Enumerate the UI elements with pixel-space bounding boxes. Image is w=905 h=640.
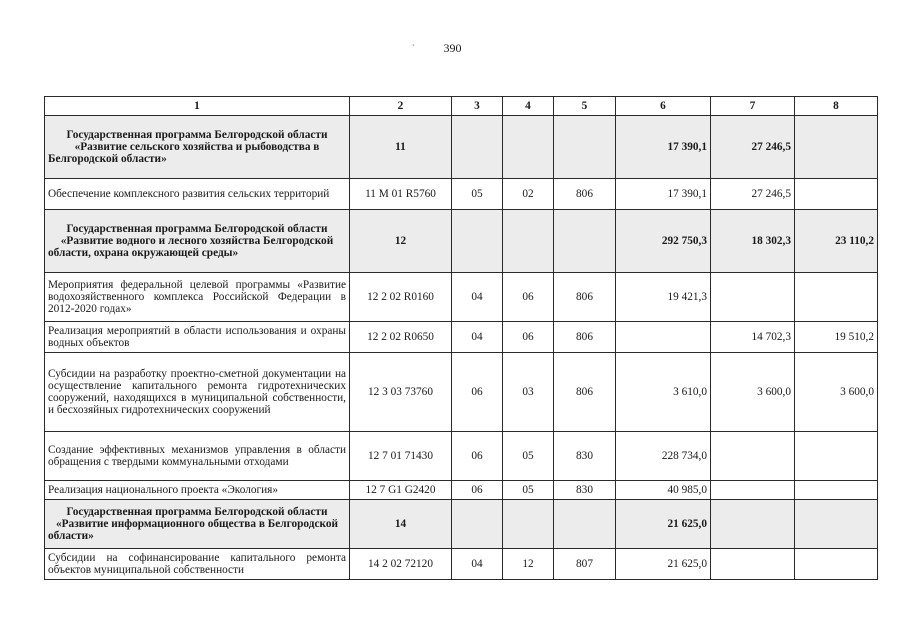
- row-amount-year-1: 21 625,0: [616, 549, 711, 580]
- table-row: [45, 481, 878, 500]
- row-name: Субсидии на разработку проектно-сметной документации на осуществление капитального ремонта гидротехнических сооружений, находящихся в муниципальной собственности, и бесхозяйных гидротехнических сооружений: [45, 353, 350, 432]
- header-cell: 2: [350, 97, 452, 116]
- row-expense-type: [554, 210, 616, 273]
- row-name: Государственная программа Белгородской области «Развитие информационного общества в Белгородской области»: [45, 500, 350, 549]
- row-code: 12 2 02 R0160: [350, 273, 452, 322]
- row-section: [452, 116, 503, 179]
- row-section: [452, 210, 503, 273]
- header-cell: 1: [45, 97, 350, 116]
- row-amount-year-2: 27 246,5: [711, 179, 795, 210]
- row-subsection: 02: [503, 179, 554, 210]
- row-amount-year-1: 228 734,0: [616, 432, 711, 481]
- row-code: 11 М 01 R5760: [350, 179, 452, 210]
- header-cell: 7: [711, 97, 795, 116]
- page-number: 390: [443, 41, 462, 55]
- header-cell: 4: [503, 97, 554, 116]
- row-amount-year-1: 21 625,0: [616, 500, 711, 549]
- row-amount-year-1: 17 390,1: [616, 116, 711, 179]
- row-code: 12 3 03 73760: [350, 353, 452, 432]
- row-amount-year-3: 3 600,0: [795, 353, 878, 432]
- row-expense-type: 806: [554, 179, 616, 210]
- row-amount-year-1: 19 421,3: [616, 273, 711, 322]
- row-amount-year-1: 292 750,3: [616, 210, 711, 273]
- row-amount-year-2: 14 702,3: [711, 322, 795, 353]
- row-amount-year-2: [711, 432, 795, 481]
- table-row: [45, 353, 878, 432]
- row-subsection: 06: [503, 273, 554, 322]
- header-row: [45, 97, 878, 116]
- row-section: 04: [452, 273, 503, 322]
- row-name: Создание эффективных механизмов управления в области обращения с твердыми коммунальными отходами: [45, 432, 350, 481]
- row-section: 06: [452, 481, 503, 500]
- budget-table: [44, 96, 878, 580]
- row-amount-year-3: [795, 549, 878, 580]
- row-amount-year-3: 19 510,2: [795, 322, 878, 353]
- table-row: [45, 179, 878, 210]
- row-subsection: [503, 210, 554, 273]
- row-amount-year-1: [616, 322, 711, 353]
- row-amount-year-2: [711, 500, 795, 549]
- program-row: [45, 210, 878, 273]
- row-amount-year-1: 17 390,1: [616, 179, 711, 210]
- row-name: Государственная программа Белгородской области «Развитие водного и лесного хозяйства Белгородской области, охрана окружающей среды»: [45, 210, 350, 273]
- row-code: 14 2 02 72120: [350, 549, 452, 580]
- row-code: 12 7 01 71430: [350, 432, 452, 481]
- row-expense-type: 806: [554, 273, 616, 322]
- header-cell: 8: [795, 97, 878, 116]
- row-subsection: 05: [503, 481, 554, 500]
- row-amount-year-3: [795, 179, 878, 210]
- row-subsection: 05: [503, 432, 554, 481]
- row-amount-year-2: 27 246,5: [711, 116, 795, 179]
- row-subsection: 12: [503, 549, 554, 580]
- program-row: [45, 500, 878, 549]
- table-body: [45, 97, 878, 580]
- row-section: 04: [452, 322, 503, 353]
- row-section: 05: [452, 179, 503, 210]
- row-code: 11: [350, 116, 452, 179]
- row-name: Субсидии на софинансирование капитального ремонта объектов муниципальной собственности: [45, 549, 350, 580]
- row-amount-year-3: [795, 500, 878, 549]
- row-amount-year-2: 18 302,3: [711, 210, 795, 273]
- row-name: Обеспечение комплексного развития сельских территорий: [45, 179, 350, 210]
- row-code: 12 2 02 R0650: [350, 322, 452, 353]
- row-name: Реализация национального проекта «Экология»: [45, 481, 350, 500]
- row-amount-year-1: 3 610,0: [616, 353, 711, 432]
- row-amount-year-3: [795, 273, 878, 322]
- row-amount-year-2: [711, 481, 795, 500]
- row-subsection: 03: [503, 353, 554, 432]
- table-row: [45, 322, 878, 353]
- row-section: 04: [452, 549, 503, 580]
- row-name: Реализация мероприятий в области использования и охраны водных объектов: [45, 322, 350, 353]
- row-name: Государственная программа Белгородской области «Развитие сельского хозяйства и рыбоводства в Белгородской области»: [45, 116, 350, 179]
- table-row: [45, 273, 878, 322]
- row-code: 14: [350, 500, 452, 549]
- row-amount-year-2: [711, 549, 795, 580]
- row-expense-type: 830: [554, 432, 616, 481]
- row-section: [452, 500, 503, 549]
- row-amount-year-1: 40 985,0: [616, 481, 711, 500]
- row-expense-type: 806: [554, 322, 616, 353]
- row-expense-type: 830: [554, 481, 616, 500]
- row-code: 12: [350, 210, 452, 273]
- header-cell: 3: [452, 97, 503, 116]
- row-expense-type: 806: [554, 353, 616, 432]
- row-expense-type: [554, 500, 616, 549]
- table-row: [45, 432, 878, 481]
- row-expense-type: [554, 116, 616, 179]
- scan-mark: `: [412, 43, 415, 53]
- row-subsection: 06: [503, 322, 554, 353]
- row-section: 06: [452, 353, 503, 432]
- row-name: Мероприятия федеральной целевой программы «Развитие водохозяйственного комплекса Российской Федерации в 2012-2020 годах»: [45, 273, 350, 322]
- program-row: [45, 116, 878, 179]
- row-amount-year-2: [711, 273, 795, 322]
- row-amount-year-3: [795, 481, 878, 500]
- row-subsection: [503, 116, 554, 179]
- header-cell: 6: [616, 97, 711, 116]
- row-amount-year-3: [795, 432, 878, 481]
- row-amount-year-3: 23 110,2: [795, 210, 878, 273]
- row-amount-year-3: [795, 116, 878, 179]
- row-subsection: [503, 500, 554, 549]
- row-expense-type: 807: [554, 549, 616, 580]
- table-row: [45, 549, 878, 580]
- row-section: 06: [452, 432, 503, 481]
- row-amount-year-2: 3 600,0: [711, 353, 795, 432]
- row-code: 12 7 G1 G2420: [350, 481, 452, 500]
- header-cell: 5: [554, 97, 616, 116]
